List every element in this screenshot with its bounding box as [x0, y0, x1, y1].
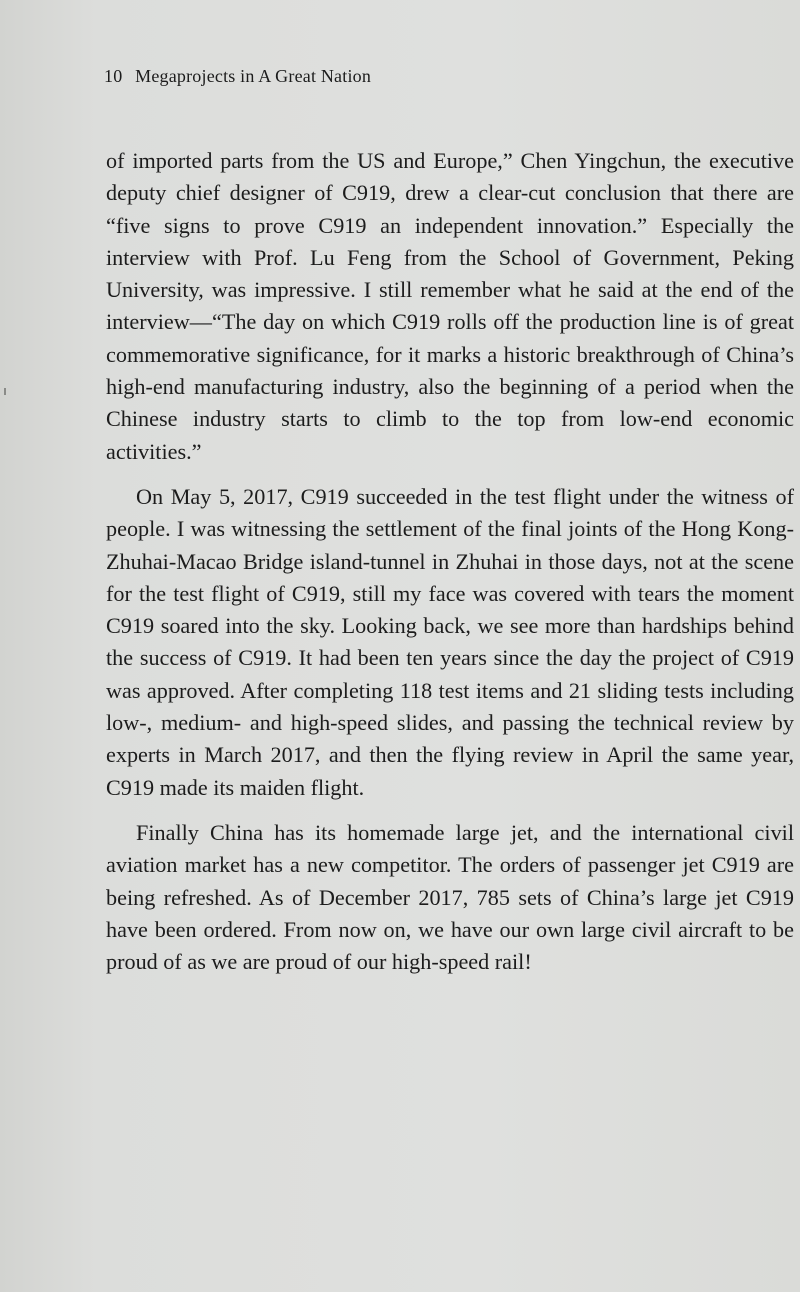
paragraph-test-flight: On May 5, 2017, C919 succeeded in the test flight under the witness of people. I was witnessing the settlement of the final joints of the Hong Kong-Zhuhai-Macao Bridge island-tunnel in Zhuhai in those days, not at the scene for the test flight of C919, still my face was covered with tears the moment C919 soared into the sky. Looking back, we see more than hardships behind the success of C919. It had been ten years since the day the project of C919 was approved. After completing 118 test items and 21 sliding tests including low-, medium- and high-speed slides, and passing the technical review by experts in March 2017, and then the flying review in April the same year, C919 made its maiden flight.: [106, 483, 794, 800]
paragraph-continued: of imported parts from the US and Europe,” Chen Yingchun, the executive deputy chief designer of C919, drew a clear-cut conclusion that there are “five signs to prove C919 an independent innovation.” Especially the interview with Prof. Lu Feng from the School of Government, Peking University, was impressive. I still remember what he said at the end of the interview—“The day on which C919 rolls off the production line is of great commemorative significance, for it marks a historic breakthrough of China’s high-end manufacturing industry, also the beginning of a period when the Chinese industry starts to climb to the top from low-end economic activities.”: [106, 148, 794, 464]
page-number: 10: [104, 66, 123, 86]
running-header: [104, 66, 371, 87]
running-title: Megaprojects in A Great Nation: [135, 66, 372, 86]
paragraph-orders: Finally China has its homemade large jet, and the international civil aviation market has a new competitor. The orders of passenger jet C919 are being refreshed. As of December 2017, 785 sets of China’s large jet C919 have been ordered. From now on, we have our own large civil aircraft to be proud of as we are proud of our high-speed rail!: [106, 819, 794, 975]
page-edge-mark: [4, 388, 6, 395]
body-text: [106, 145, 794, 978]
